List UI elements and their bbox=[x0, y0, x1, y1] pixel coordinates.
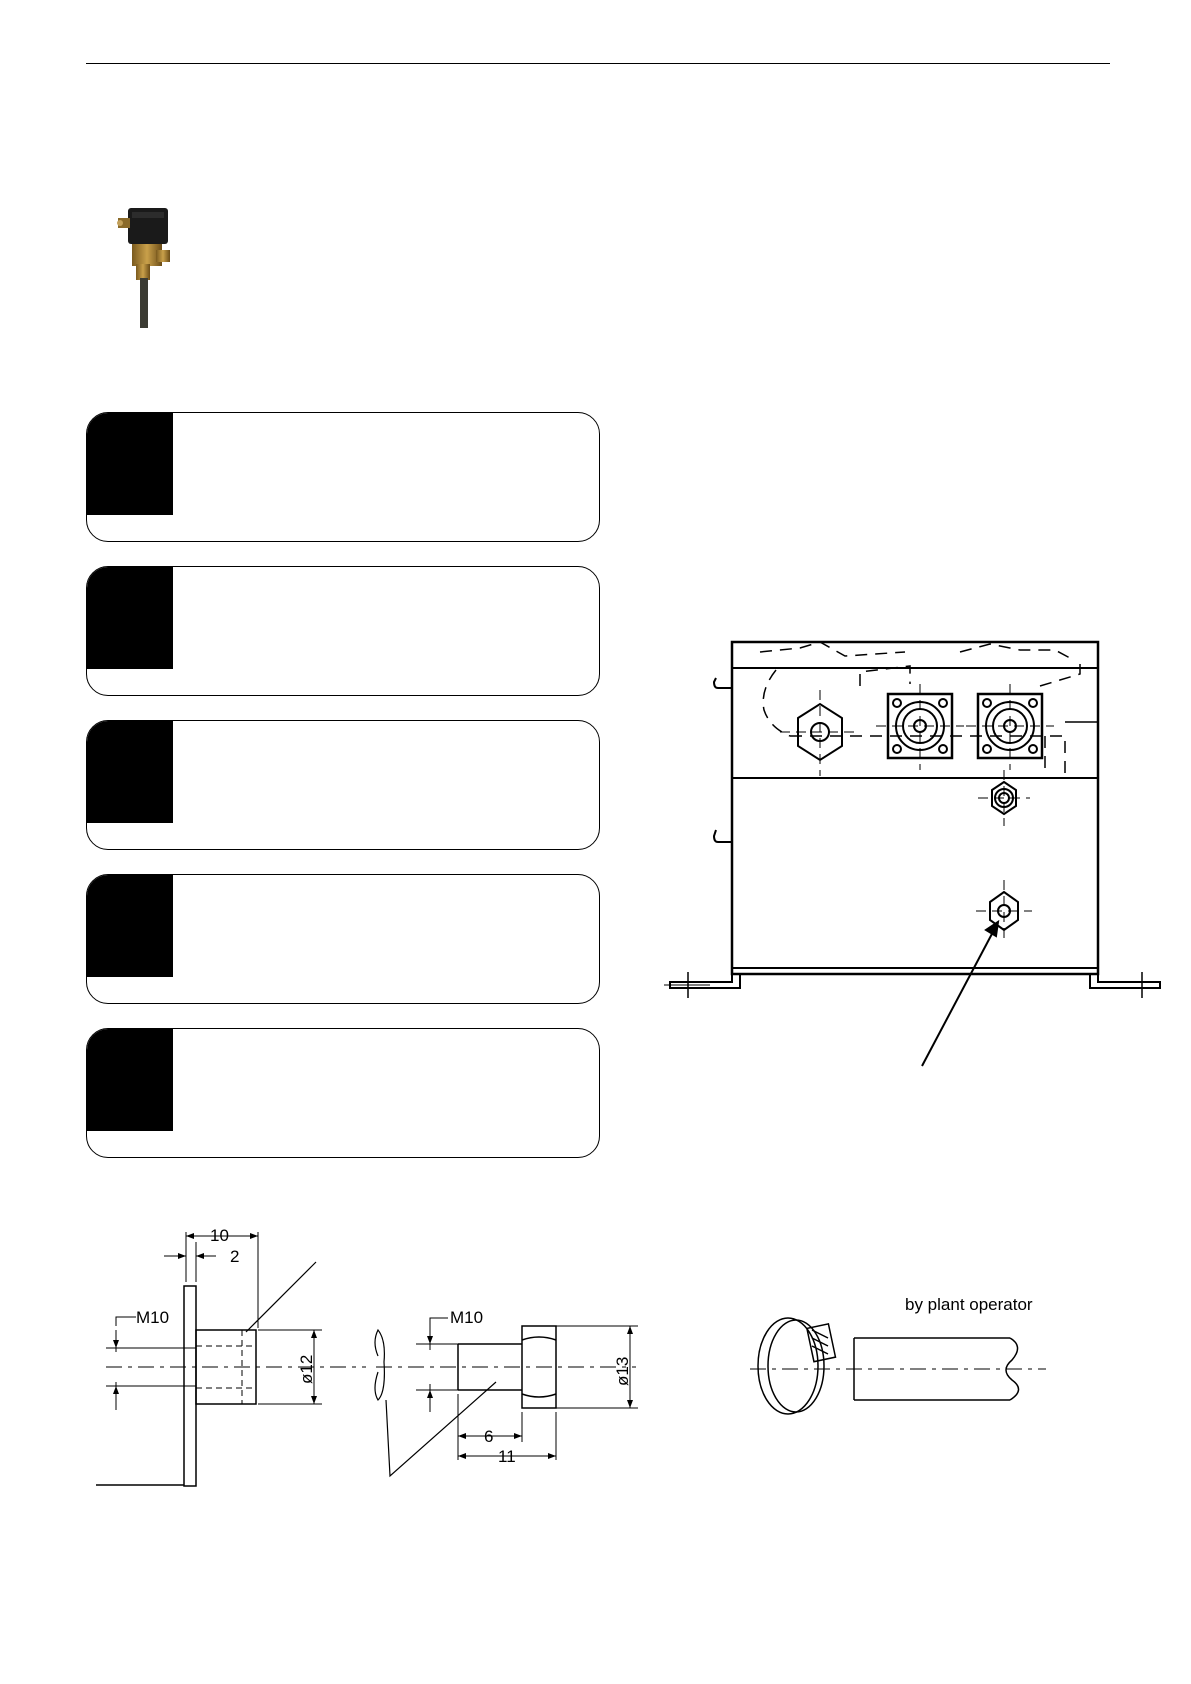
notice-box-2 bbox=[86, 566, 600, 696]
header-rule bbox=[86, 63, 1110, 64]
diameter-13-label: ø13 bbox=[613, 1356, 632, 1386]
notice-marker-bar bbox=[87, 567, 173, 669]
solenoid-valve-photo bbox=[110, 200, 190, 330]
notice-box-5 bbox=[86, 1028, 600, 1158]
notice-box-3 bbox=[86, 720, 600, 850]
notice-box-4 bbox=[86, 874, 600, 1004]
housing-technical-drawing bbox=[660, 630, 1170, 1070]
notice-marker-bar bbox=[87, 721, 173, 823]
fitting-dimension-drawing bbox=[96, 1222, 696, 1492]
notice-marker-bar bbox=[87, 875, 173, 977]
thread-m10-label: M10 bbox=[450, 1308, 484, 1327]
dim-6-label: 6 bbox=[484, 1427, 494, 1446]
by-plant-operator-label: by plant operator bbox=[905, 1295, 1033, 1314]
thread-m10-label: M10 bbox=[136, 1308, 170, 1327]
dim-10-label: 10 bbox=[210, 1226, 229, 1245]
diameter-12-label: ø12 bbox=[297, 1354, 316, 1384]
notice-box-1 bbox=[86, 412, 600, 542]
notice-marker-bar bbox=[87, 413, 173, 515]
dim-11-label: 11 bbox=[498, 1447, 516, 1466]
notice-marker-bar bbox=[87, 1029, 173, 1131]
dim-2-label: 2 bbox=[230, 1247, 240, 1266]
